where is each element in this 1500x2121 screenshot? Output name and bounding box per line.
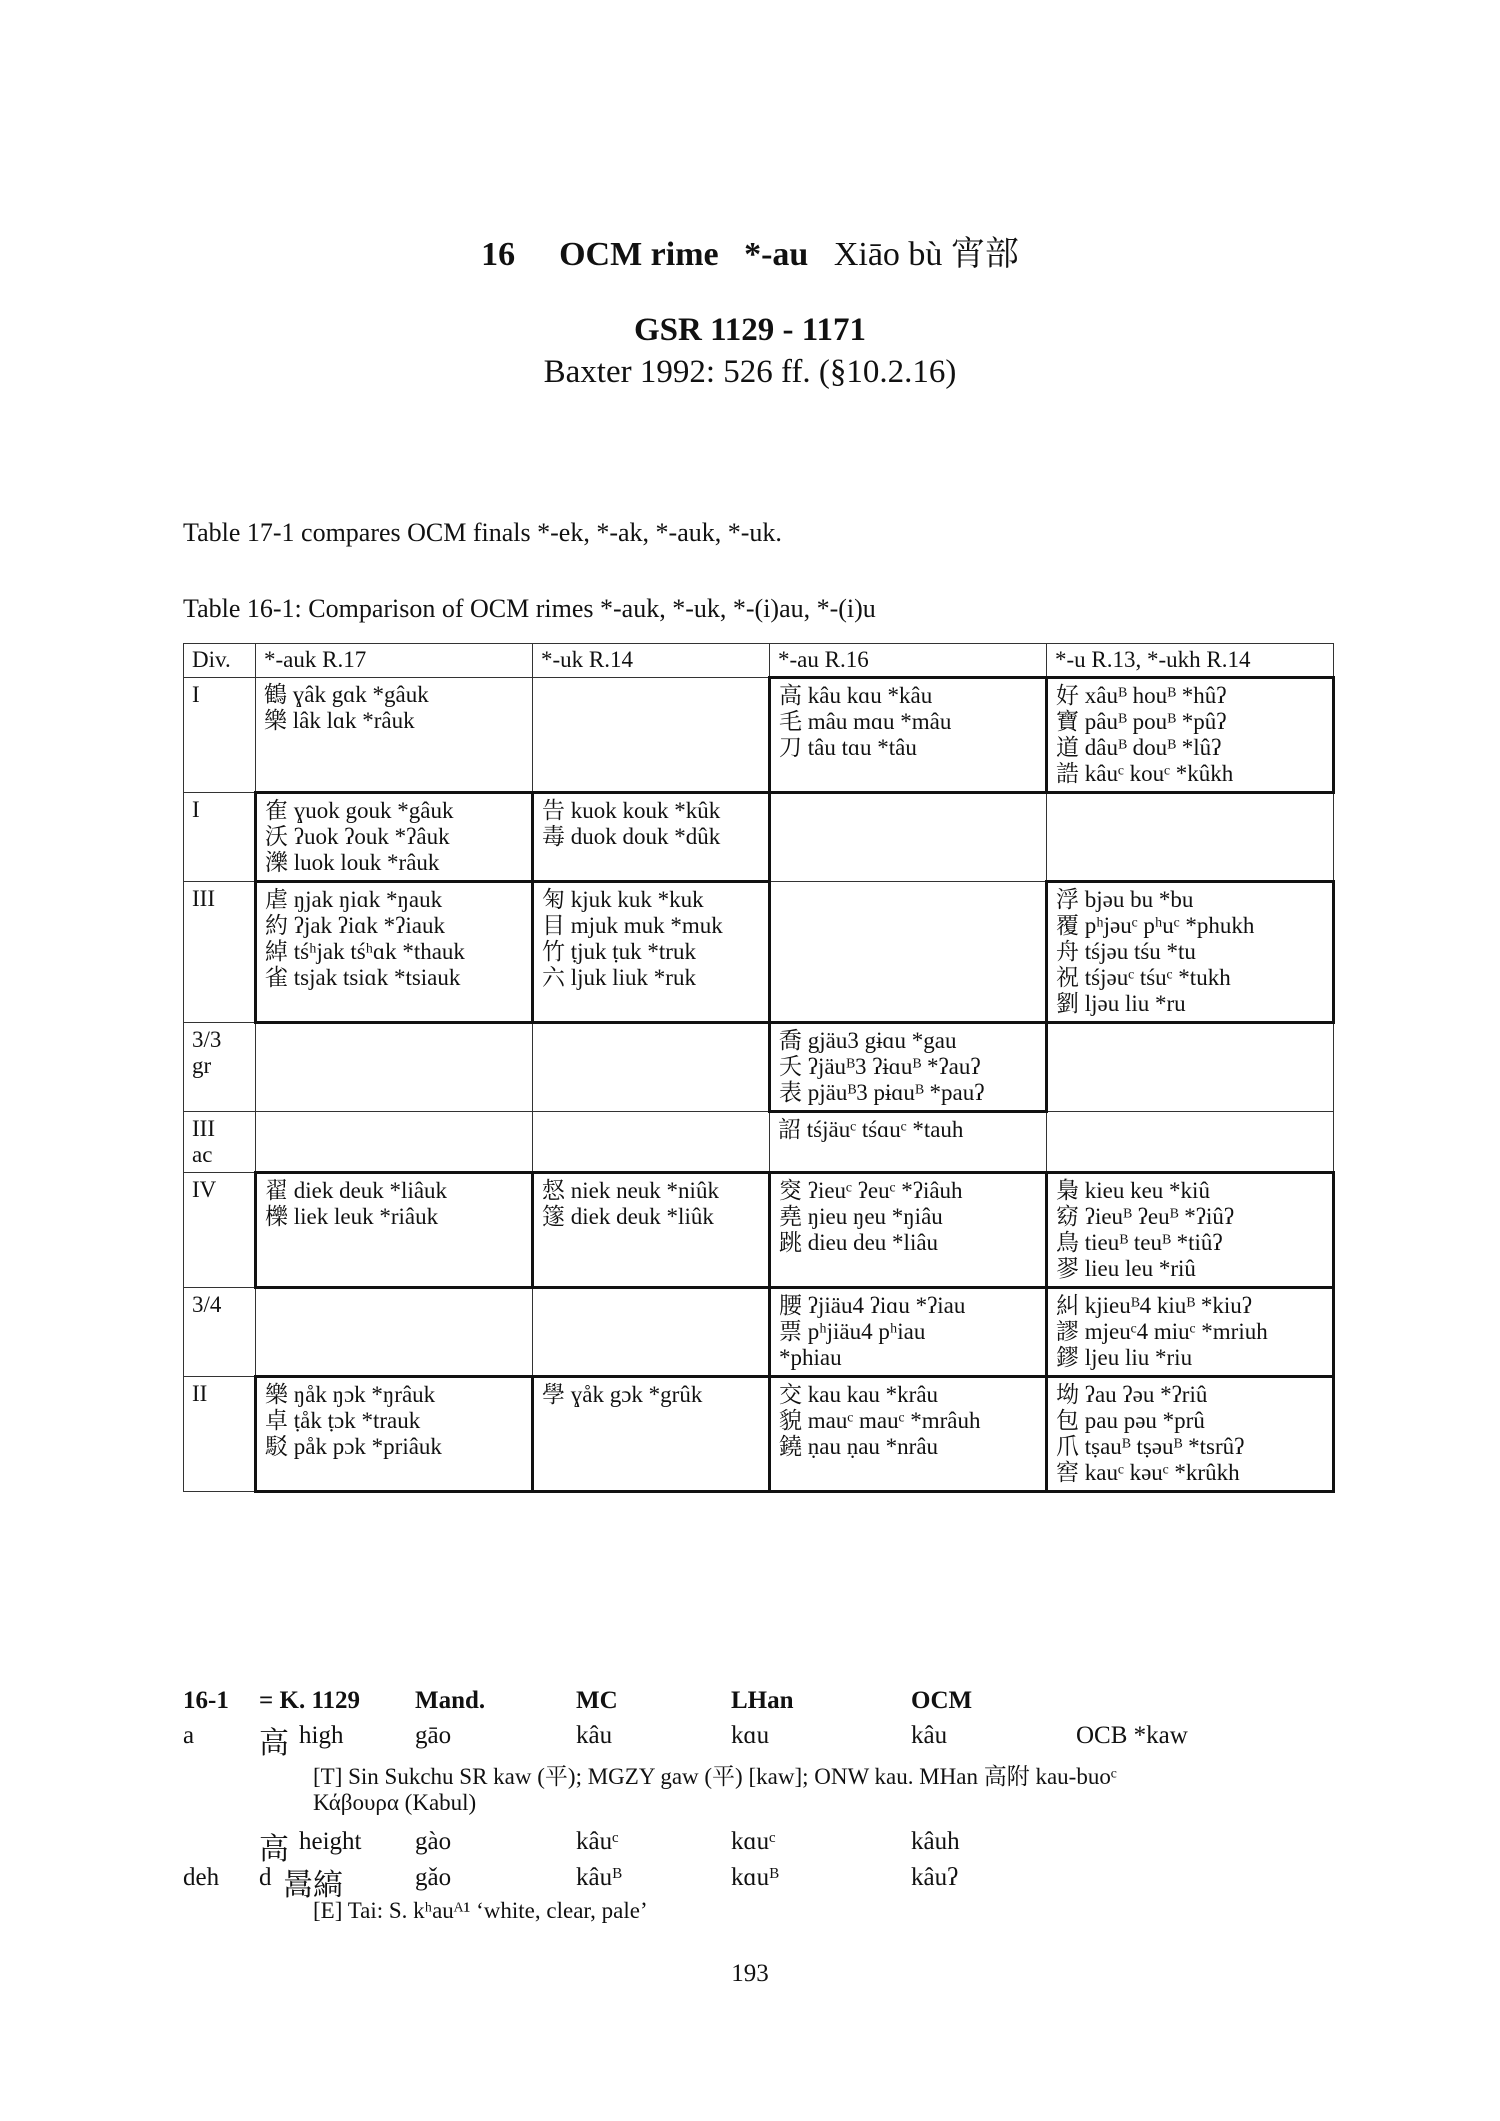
division-cell: [184, 1288, 256, 1377]
table-cell: [770, 793, 1047, 882]
division-cell: [184, 1023, 256, 1112]
reading-line: 樂 ŋåk ŋɔk *ŋrâuk: [265, 1382, 436, 1407]
table-caption: Table 16-1: Comparison of OCM rimes *-auk, *-uk, *-(i)au, *-(i)u: [183, 594, 876, 623]
entry-b-gloss: height: [299, 1828, 362, 1855]
division-label: ac: [192, 1142, 213, 1167]
reading-line: 梟 kieu keu *kiû: [1056, 1178, 1210, 1203]
reading-line: 雀 tsjak tsiɑk *tsiauk: [265, 965, 461, 990]
entry-ref: = K. 1129: [259, 1687, 361, 1714]
table-cell: [1047, 1173, 1334, 1288]
division-cell: [184, 882, 256, 1023]
division-label: gr: [192, 1053, 212, 1078]
reading-line: 跳 dieu deu *liâu: [779, 1230, 939, 1255]
reading-line: 喬 gjäu3 gɨɑu *gau: [779, 1028, 957, 1053]
intro-paragraph: Table 17-1 compares OCM finals *-ek, *-ak, *-auk, *-uk.: [183, 518, 782, 547]
reading-line: 毒 duok douk *dûk: [542, 824, 721, 849]
reading-line: 告 kuok kouk *kûk: [542, 798, 721, 823]
reading-line: 浮 bjəu bu *bu: [1056, 887, 1194, 912]
division-label: I: [192, 797, 200, 822]
table-cell: [533, 1377, 770, 1492]
reading-line: 窔 ʔieuᶜ ʔeuᶜ *ʔiâuh: [779, 1178, 963, 1203]
reading-line: 沃 ʔuok ʔouk *ʔâuk: [265, 824, 450, 849]
chapter-rime: *-au: [744, 236, 809, 273]
table-cell: [533, 882, 770, 1023]
reading-line: 窖 kauᶜ kəuᶜ *krûkh: [1056, 1460, 1240, 1485]
entry-c-prefix: d: [259, 1864, 272, 1891]
table-cell: [770, 1173, 1047, 1288]
table-cell: [533, 1023, 770, 1112]
division-label: 3/3: [192, 1027, 222, 1052]
reading-line: 包 pau pəu *prû: [1056, 1408, 1205, 1433]
table-header-cell: Div.: [184, 644, 256, 678]
gsr-range: GSR 1129 - 1171: [634, 312, 866, 348]
division-label: III: [192, 886, 215, 911]
reading-line: 腰 ʔjiäu4 ʔiɑu *ʔiau: [779, 1293, 966, 1318]
reading-line: 坳 ʔau ʔəu *ʔriû: [1056, 1382, 1208, 1407]
reading-line: 匊 kjuk kuk *kuk: [542, 887, 704, 912]
entry-a-mc: kâu: [576, 1722, 613, 1749]
entry-a-char: 高: [259, 1727, 289, 1760]
reading-line: 刀 tâu tɑu *tâu: [779, 735, 917, 760]
reading-line: 虐 ŋjak ŋiɑk *ŋauk: [265, 887, 443, 912]
col-ocm: OCM: [911, 1687, 973, 1714]
table-row: [184, 793, 1334, 882]
entry-a-lhan: kɑu: [731, 1722, 770, 1749]
entry-c-label: deh: [183, 1864, 220, 1891]
division-label: IV: [192, 1177, 217, 1202]
division-cell: [184, 793, 256, 882]
division-label: II: [192, 1381, 208, 1406]
table-header-cell: *-au R.16: [770, 644, 1047, 678]
table-cell: [770, 1023, 1047, 1112]
reading-line: 糾 kjieuᴮ4 kiuᴮ *kiuʔ: [1056, 1293, 1253, 1318]
table-cell: [256, 1173, 533, 1288]
table-row: [184, 1023, 1334, 1112]
reading-line: *phiau: [779, 1345, 842, 1370]
entry-id: 16-1: [183, 1687, 229, 1714]
table-row: [184, 1112, 1334, 1173]
col-mc: MC: [576, 1687, 618, 1714]
table-header-row: [184, 644, 1334, 678]
comparison-table: [183, 643, 1335, 1493]
reading-line: 鳥 tieuᴮ teuᴮ *tiûʔ: [1056, 1230, 1223, 1255]
table-row: [184, 882, 1334, 1023]
division-label: 3/4: [192, 1292, 222, 1317]
table-cell: [533, 678, 770, 793]
entry-c-note: [E] Tai: S. kʰauᴬ¹ ‘white, clear, pale’: [313, 1898, 648, 1923]
page-number: 193: [731, 1960, 769, 1987]
reading-line: 爪 tṣauᴮ tṣəuᴮ *tsrûʔ: [1056, 1434, 1245, 1459]
entry-a-note2: Κάβουρα (Kabul): [313, 1790, 477, 1815]
table-cell: [256, 1023, 533, 1112]
reading-line: 舟 tśjəu tśu *tu: [1056, 939, 1196, 964]
table-cell: [1047, 793, 1334, 882]
table-cell: [533, 793, 770, 882]
table-cell: [533, 1112, 770, 1173]
reading-line: 詔 tśjäuᶜ tśɑuᶜ *tauh: [778, 1117, 964, 1142]
chapter-ocm-label: OCM rime: [559, 236, 719, 273]
reading-line: 堯 ŋieu ŋeu *ŋiâu: [779, 1204, 943, 1229]
reading-line: 表 pjäuᴮ3 pɨɑuᴮ *pauʔ: [779, 1080, 985, 1105]
chapter-hanzi: 宵部: [950, 236, 1019, 273]
table-cell: [770, 678, 1047, 793]
entry-c-ocm: kâuʔ: [911, 1864, 959, 1891]
division-label: I: [192, 682, 200, 707]
entry-b-ocm: kâuh: [911, 1828, 960, 1855]
entry-a-mand: gāo: [415, 1722, 452, 1749]
entry-a-gloss: high: [299, 1722, 344, 1749]
reading-line: 目 mjuk muk *muk: [542, 913, 723, 938]
reading-line: 約 ʔjak ʔiɑk *ʔiauk: [265, 913, 445, 938]
division-cell: [184, 1173, 256, 1288]
reading-line: 學 ɣåk gɔk *grûk: [542, 1382, 703, 1407]
division-cell: [184, 678, 256, 793]
reading-line: 六 ljuk liuk *ruk: [542, 965, 696, 990]
division-label: III: [192, 1116, 215, 1141]
reading-line: 鐃 ṇau ṇau *nrâu: [779, 1434, 939, 1459]
table-cell: [1047, 882, 1334, 1023]
table-cell: [256, 882, 533, 1023]
table-cell: [256, 1288, 533, 1377]
reading-line: 隺 ɣuok gouk *gâuk: [265, 798, 454, 823]
table-cell: [533, 1288, 770, 1377]
table-cell: [770, 1288, 1047, 1377]
table-cell: [533, 1173, 770, 1288]
table-header-cell: *-auk R.17: [256, 644, 533, 678]
table-row: [184, 1173, 1334, 1288]
table-cell: [256, 1112, 533, 1173]
reading-line: 翏 lieu leu *riû: [1056, 1256, 1196, 1281]
reading-line: 窈 ʔieuᴮ ʔeuᴮ *ʔiûʔ: [1056, 1204, 1235, 1229]
entry-a-label: a: [183, 1722, 195, 1749]
table-cell: [1047, 1023, 1334, 1112]
table-header-cell: *-uk R.14: [533, 644, 770, 678]
reading-line: 綽 tśʰjak tśʰɑk *thauk: [265, 939, 465, 964]
reading-line: 高 kâu kɑu *kâu: [779, 683, 933, 708]
entry-a-note1: [T] Sin Sukchu SR kaw (平); MGZY gaw (平) [kaw]; ONW kau. MHan 高附 kau-buoᶜ: [313, 1764, 1117, 1789]
reading-line: 毛 mâu mɑu *mâu: [779, 709, 952, 734]
reading-line: 道 dâuᴮ douᴮ *lûʔ: [1056, 735, 1222, 760]
table-row: [184, 1288, 1334, 1377]
reading-line: 翟 diek deuk *liâuk: [265, 1178, 448, 1203]
entry-b-char: 高: [259, 1833, 289, 1866]
reading-line: 好 xâuᴮ houᴮ *hûʔ: [1056, 683, 1227, 708]
reading-line: 濼 luok louk *râuk: [265, 850, 440, 875]
table-cell: [1047, 1288, 1334, 1377]
reading-line: 駁 påk pɔk *priâuk: [265, 1434, 442, 1459]
table-row: [184, 678, 1334, 793]
reading-line: 謬 mjeuᶜ4 miuᶜ *mriuh: [1056, 1319, 1268, 1344]
table-cell: [1047, 1112, 1334, 1173]
reading-line: 票 pʰjiäu4 pʰiau: [779, 1319, 926, 1344]
entry-c-mand: gǎo: [415, 1864, 452, 1891]
reading-line: 竹 ṭjuk ṭuk *truk: [542, 939, 696, 964]
reading-line: 貌 mauᶜ mauᶜ *mrâuh: [779, 1408, 981, 1433]
division-cell: [184, 1377, 256, 1492]
entry-a-ocm: kâu: [911, 1722, 948, 1749]
entry-c-mc: kâuᴮ: [576, 1864, 622, 1891]
baxter-reference: Baxter 1992: 526 ff. (§10.2.16): [543, 354, 957, 390]
table-cell: [770, 882, 1047, 1023]
reading-line: 祝 tśjəuᶜ tśuᶜ *tukh: [1056, 965, 1231, 990]
table-cell: [1047, 1377, 1334, 1492]
table-cell: [256, 793, 533, 882]
entry-c-char: 暠縞: [283, 1869, 343, 1902]
reading-line: 鶴 ɣâk gɑk *gâuk: [264, 682, 429, 707]
entry-c-lhan: kɑuᴮ: [731, 1864, 779, 1891]
reading-line: 誥 kâuᶜ kouᶜ *kûkh: [1056, 761, 1234, 786]
reading-line: 交 kau kau *krâu: [779, 1382, 939, 1407]
col-lhan: LHan: [731, 1687, 794, 1714]
table-cell: [770, 1112, 1047, 1173]
reading-line: 覆 pʰjəuᶜ pʰuᶜ *phukh: [1056, 913, 1255, 938]
table-cell: [770, 1377, 1047, 1492]
entry-b-mc: kâuᶜ: [576, 1828, 619, 1855]
reading-line: 篴 diek deuk *liûk: [542, 1204, 714, 1229]
table-cell: [256, 678, 533, 793]
table-header-cell: *-u R.13, *-ukh R.14: [1047, 644, 1334, 678]
table-row: [184, 1377, 1334, 1492]
reading-line: 夭 ʔjäuᴮ3 ʔɨɑuᴮ *ʔauʔ: [779, 1054, 981, 1079]
table-cell: [256, 1377, 533, 1492]
reading-line: 惄 niek neuk *niûk: [542, 1178, 719, 1203]
reading-line: 櫟 liek leuk *riâuk: [265, 1204, 439, 1229]
entry-b-lhan: kɑuᶜ: [731, 1828, 776, 1855]
table-cell: [1047, 678, 1334, 793]
entry-b-mand: gào: [415, 1828, 452, 1855]
col-mand: Mand.: [415, 1687, 486, 1714]
chapter-title: [0, 226, 1500, 275]
reading-line: 寶 pâuᴮ pouᴮ *pûʔ: [1056, 709, 1227, 734]
reading-line: 鏐 ljeu liu *riu: [1056, 1345, 1193, 1370]
chapter-number: 16: [481, 236, 516, 273]
division-cell: [184, 1112, 256, 1173]
reading-line: 劉 ljəu liu *ru: [1056, 991, 1186, 1016]
entry-a-ocb: OCB *kaw: [1076, 1722, 1188, 1749]
reading-line: 樂 lâk lɑk *râuk: [264, 708, 415, 733]
chapter-pinyin: Xiāo bù: [833, 236, 943, 273]
reading-line: 卓 ṭåk ṭɔk *trauk: [265, 1408, 421, 1433]
